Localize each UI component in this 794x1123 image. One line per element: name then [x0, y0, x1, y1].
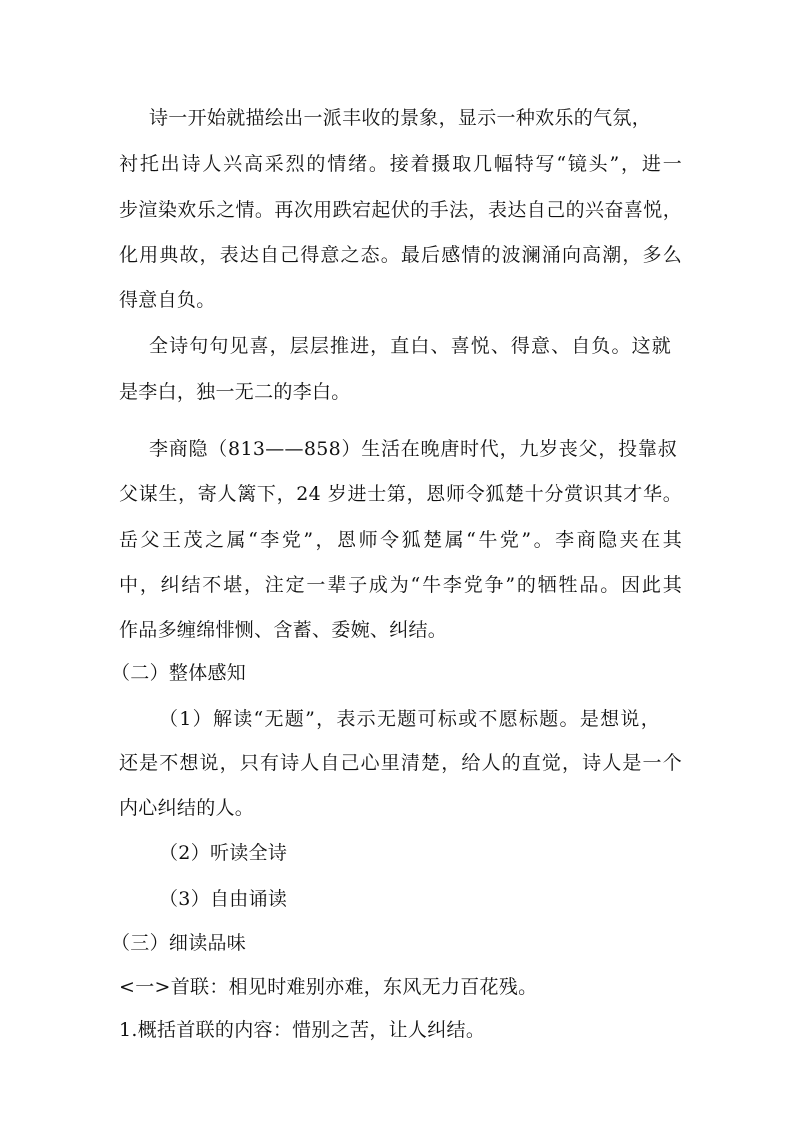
paragraph-3-line-4: 中，纠结不堪，注定一辈子成为“牛李党争”的牺牲品。因此其	[119, 574, 682, 596]
paragraph-1-line-1: 诗一开始就描绘出一派丰收的景象，显示一种欢乐的气氛，	[149, 107, 651, 129]
paragraph-1-line-5: 得意自负。	[119, 289, 216, 311]
paragraph-1-line-2: 衬托出诗人兴高采烈的情绪。接着摄取几幅特写“镜头”，进一	[119, 153, 682, 175]
couplet-heading: <一>首联：相见时难别亦难，东风无力百花残。	[119, 976, 538, 998]
paragraph-3-line-5: 作品多缠绵悱恻、含蓄、委婉、纠结。	[119, 619, 448, 641]
point-1: 1.概括首联的内容：惜别之苦，让人纠结。	[119, 1019, 486, 1041]
paragraph-3-line-2: 父谋生，寄人篱下，24 岁进士第，恩师令狐楚十分赏识其才华。	[119, 483, 682, 505]
paragraph-3-line-1: 李商隐（813——858）生活在晚唐时代，九岁丧父，投靠叔	[149, 438, 677, 460]
section-heading-close-reading: （三）细读品味	[111, 932, 247, 954]
paragraph-2-line-2: 是李白，独一无二的李白。	[119, 381, 351, 403]
item-3: （3）自由诵读	[159, 888, 288, 910]
item-1-line-2: 还是不想说，只有诗人自己心里清楚，给人的直觉，诗人是一个	[119, 752, 682, 774]
section-heading-overall-perception: （二）整体感知	[111, 662, 247, 684]
item-2: （2）听读全诗	[159, 842, 288, 864]
item-1-line-3: 内心纠结的人。	[119, 797, 255, 819]
paragraph-1-line-3: 步渲染欢乐之情。再次用跌宕起伏的手法，表达自己的兴奋喜悦，	[119, 199, 682, 221]
paragraph-1-line-4: 化用典故，表达自己得意之态。最后感情的波澜涌向高潮，多么	[119, 244, 682, 266]
item-1-line-1: （1）解读“无题”，表示无题可标或不愿标题。是想说，	[159, 708, 660, 730]
paragraph-2-line-1: 全诗句句见喜，层层推进，直白、喜悦、得意、自负。这就	[149, 335, 671, 357]
paragraph-3-line-3: 岳父王茂之属“李党”，恩师令狐楚属“牛党”。李商隐夹在其	[119, 529, 682, 551]
